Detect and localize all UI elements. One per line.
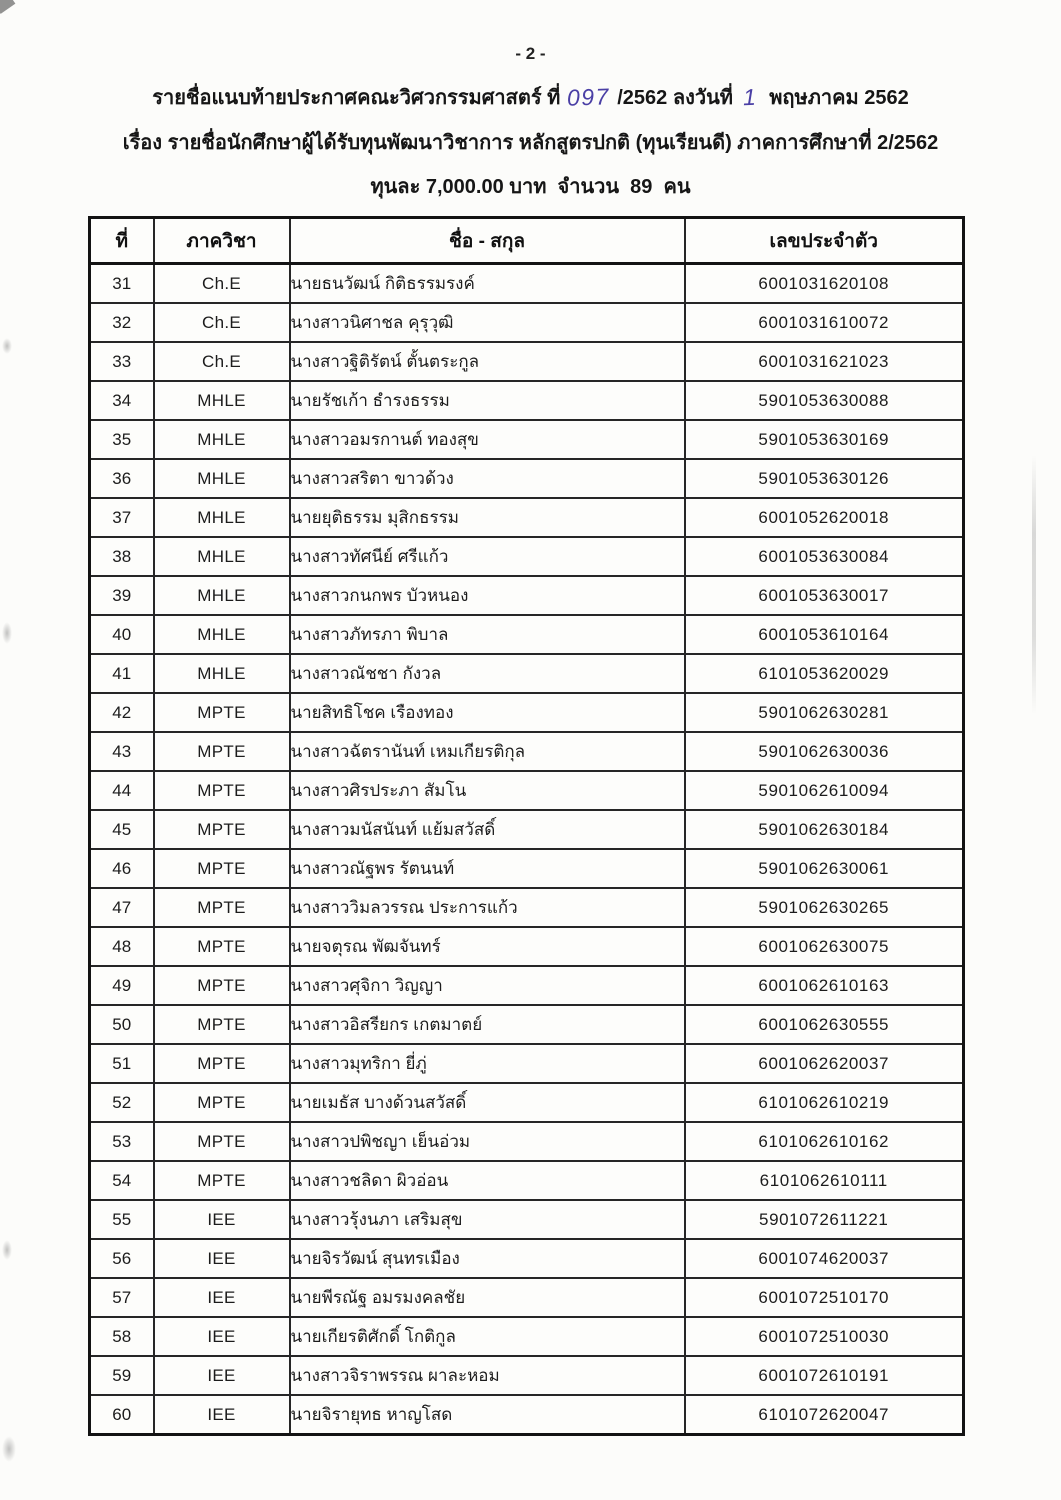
student-id-cell: 6101072620047: [685, 1395, 964, 1435]
student-id-cell: 5901053630088: [685, 381, 964, 420]
department-cell: MPTE: [154, 732, 290, 771]
handwritten-day: 1: [742, 83, 758, 111]
row-number-cell: 44: [90, 771, 154, 810]
department-cell: IEE: [154, 1317, 290, 1356]
student-id-cell: 6101062610111: [685, 1161, 964, 1200]
department-cell: IEE: [154, 1278, 290, 1317]
col-header-no: ที่: [90, 218, 154, 264]
student-name-cell: นายยุติธรรม มุสิกธรรม: [290, 498, 685, 537]
table-row: [90, 381, 964, 420]
table-row: [90, 615, 964, 654]
department-cell: MHLE: [154, 615, 290, 654]
student-id-cell: 5901053630126: [685, 459, 964, 498]
doc-title-suffix: พฤษภาคม 2562: [769, 87, 909, 109]
table-row: [90, 966, 964, 1005]
student-name-cell: นางสาวปพิชญา เย็นอ่วม: [290, 1122, 685, 1161]
table-row: [90, 654, 964, 693]
student-name-cell: นางสาวมนัสนันท์ แย้มสวัสดิ์: [290, 810, 685, 849]
department-cell: MPTE: [154, 888, 290, 927]
doc-scholarship-line: ทุนละ 7,000.00 บาท จำนวน 89 คน: [370, 176, 691, 199]
department-cell: IEE: [154, 1239, 290, 1278]
row-number-cell: 38: [90, 537, 154, 576]
department-cell: MPTE: [154, 927, 290, 966]
table-row: [90, 927, 964, 966]
student-id-cell: 6001074620037: [685, 1239, 964, 1278]
department-cell: MPTE: [154, 1005, 290, 1044]
student-id-cell: 5901062610094: [685, 771, 964, 810]
student-table-body: [90, 264, 964, 1435]
department-cell: MPTE: [154, 1122, 290, 1161]
scan-artifact-streak: [1032, 455, 1036, 715]
student-id-cell: 6001072610191: [685, 1356, 964, 1395]
row-number-cell: 40: [90, 615, 154, 654]
student-id-cell: 6001072510030: [685, 1317, 964, 1356]
student-id-cell: 6001062630075: [685, 927, 964, 966]
student-id-cell: 5901062630061: [685, 849, 964, 888]
table-row: [90, 693, 964, 732]
table-row: [90, 849, 964, 888]
row-number-cell: 45: [90, 810, 154, 849]
student-name-cell: นางสาวอิสรียกร เกตมาตย์: [290, 1005, 685, 1044]
row-number-cell: 52: [90, 1083, 154, 1122]
row-number-cell: 47: [90, 888, 154, 927]
department-cell: MHLE: [154, 459, 290, 498]
table-row: [90, 1200, 964, 1239]
department-cell: MPTE: [154, 966, 290, 1005]
student-id-cell: 6001053610164: [685, 615, 964, 654]
department-cell: MPTE: [154, 810, 290, 849]
table-row: [90, 732, 964, 771]
scan-artifact-smudge: [2, 338, 12, 354]
student-id-cell: 6101062610162: [685, 1122, 964, 1161]
department-cell: IEE: [154, 1395, 290, 1435]
table-row: [90, 264, 964, 304]
department-cell: MHLE: [154, 420, 290, 459]
table-row: [90, 888, 964, 927]
student-name-cell: นายเกียรติศักดิ์ โกติกูล: [290, 1317, 685, 1356]
student-name-cell: นางสาวณัฐพร รัตนนท์: [290, 849, 685, 888]
row-number-cell: 42: [90, 693, 154, 732]
student-name-cell: นางสาววิมลวรรณ ประการแก้ว: [290, 888, 685, 927]
department-cell: MHLE: [154, 498, 290, 537]
row-number-cell: 32: [90, 303, 154, 342]
student-id-cell: 6001062610163: [685, 966, 964, 1005]
table-row: [90, 342, 964, 381]
row-number-cell: 57: [90, 1278, 154, 1317]
row-number-cell: 51: [90, 1044, 154, 1083]
student-id-cell: 5901062630281: [685, 693, 964, 732]
table-row: [90, 1395, 964, 1435]
row-number-cell: 33: [90, 342, 154, 381]
student-id-cell: 5901062630184: [685, 810, 964, 849]
col-header-department: ภาควิชา: [154, 218, 290, 264]
table-header-row: [90, 218, 964, 264]
row-number-cell: 41: [90, 654, 154, 693]
row-number-cell: 54: [90, 1161, 154, 1200]
student-id-cell: 6101062610219: [685, 1083, 964, 1122]
student-name-cell: นายพีรณัฐ อมรมงคลชัย: [290, 1278, 685, 1317]
scan-artifact-smudge: [2, 622, 12, 644]
row-number-cell: 34: [90, 381, 154, 420]
doc-title-prefix: รายชื่อแนบท้ายประกาศคณะวิศวกรรมศาสตร์ ที่: [152, 87, 561, 109]
doc-title-line: [0, 81, 1061, 112]
table-row: [90, 459, 964, 498]
row-number-cell: 59: [90, 1356, 154, 1395]
handwritten-doc-number: 097: [566, 83, 611, 111]
student-id-cell: 6001052620018: [685, 498, 964, 537]
row-number-cell: 55: [90, 1200, 154, 1239]
student-name-cell: นางสาวณัชชา กังวล: [290, 654, 685, 693]
student-name-cell: นางสาวนิศาชล คุรุวุฒิ: [290, 303, 685, 342]
student-id-cell: 5901062630265: [685, 888, 964, 927]
student-name-cell: นางสาวจิราพรรณ ผาละหอม: [290, 1356, 685, 1395]
students-table: [88, 216, 965, 1436]
student-id-cell: 5901053630169: [685, 420, 964, 459]
student-name-cell: นายจิรายุทธ หาญโสด: [290, 1395, 685, 1435]
table-row: [90, 420, 964, 459]
department-cell: MPTE: [154, 849, 290, 888]
student-name-cell: นางสาวศิรประภา สัมโน: [290, 771, 685, 810]
col-header-name: ชื่อ - สกุล: [290, 218, 685, 264]
table-row: [90, 1356, 964, 1395]
department-cell: MHLE: [154, 576, 290, 615]
student-name-cell: นางสาวมุทริกา ยี่ภู่: [290, 1044, 685, 1083]
student-name-cell: นางสาวกนกพร บัวหนอง: [290, 576, 685, 615]
department-cell: MPTE: [154, 1161, 290, 1200]
row-number-cell: 35: [90, 420, 154, 459]
student-id-cell: 6001053630084: [685, 537, 964, 576]
row-number-cell: 56: [90, 1239, 154, 1278]
table-row: [90, 810, 964, 849]
student-id-cell: 6001062630555: [685, 1005, 964, 1044]
student-id-cell: 6001031621023: [685, 342, 964, 381]
table-row: [90, 1278, 964, 1317]
student-name-cell: นายธนวัฒน์ กิติธรรมรงค์: [290, 264, 685, 304]
department-cell: Ch.E: [154, 303, 290, 342]
row-number-cell: 48: [90, 927, 154, 966]
student-name-cell: นางสาวทัศนีย์ ศรีแก้ว: [290, 537, 685, 576]
student-id-cell: 6001031620108: [685, 264, 964, 304]
student-name-cell: นางสาวฐิติรัตน์ ตั้นตระกูล: [290, 342, 685, 381]
student-name-cell: นายจตุรณ พัฒจันทร์: [290, 927, 685, 966]
student-name-cell: นางสาวอมรกานต์ ทองสุข: [290, 420, 685, 459]
department-cell: IEE: [154, 1356, 290, 1395]
table-row: [90, 303, 964, 342]
col-header-id: เลขประจำตัว: [685, 218, 964, 264]
row-number-cell: 58: [90, 1317, 154, 1356]
student-id-cell: 5901072611221: [685, 1200, 964, 1239]
department-cell: Ch.E: [154, 342, 290, 381]
student-name-cell: นางสาวชลิดา ผิวอ่อน: [290, 1161, 685, 1200]
table-row: [90, 1122, 964, 1161]
department-cell: MPTE: [154, 1083, 290, 1122]
row-number-cell: 50: [90, 1005, 154, 1044]
student-name-cell: นายสิทธิโชค เรืองทอง: [290, 693, 685, 732]
table-row: [90, 1005, 964, 1044]
student-name-cell: นางสาวภัทรภา พิบาล: [290, 615, 685, 654]
student-name-cell: นายเมธัส บางด้วนสวัสดิ์: [290, 1083, 685, 1122]
row-number-cell: 39: [90, 576, 154, 615]
row-number-cell: 60: [90, 1395, 154, 1435]
scan-artifact-smudge: [2, 1436, 16, 1462]
department-cell: MHLE: [154, 381, 290, 420]
row-number-cell: 49: [90, 966, 154, 1005]
department-cell: MHLE: [154, 654, 290, 693]
department-cell: IEE: [154, 1200, 290, 1239]
department-cell: MPTE: [154, 771, 290, 810]
row-number-cell: 53: [90, 1122, 154, 1161]
table-row: [90, 1239, 964, 1278]
table-row: [90, 771, 964, 810]
department-cell: MHLE: [154, 537, 290, 576]
student-name-cell: นายจิรวัฒน์ สุนทรเมือง: [290, 1239, 685, 1278]
page-number: - 2 -: [515, 44, 546, 63]
student-name-cell: นางสาวศุจิกา วิญญา: [290, 966, 685, 1005]
department-cell: MPTE: [154, 1044, 290, 1083]
row-number-cell: 36: [90, 459, 154, 498]
table-row: [90, 537, 964, 576]
scan-artifact-smudge: [2, 1240, 12, 1260]
table-row: [90, 1044, 964, 1083]
student-id-cell: 6101053620029: [685, 654, 964, 693]
student-id-cell: 6001072510170: [685, 1278, 964, 1317]
student-id-cell: 6001031610072: [685, 303, 964, 342]
student-name-cell: นางสาวรุ้งนภา เสริมสุข: [290, 1200, 685, 1239]
student-id-cell: 6001062620037: [685, 1044, 964, 1083]
department-cell: MPTE: [154, 693, 290, 732]
table-row: [90, 576, 964, 615]
row-number-cell: 43: [90, 732, 154, 771]
student-id-cell: 6001053630017: [685, 576, 964, 615]
doc-subject-line: เรื่อง รายชื่อนักศึกษาผู้ได้รับทุนพัฒนาวิชาการ หลักสูตรปกติ (ทุนเรียนดี) ภาคการศึกษาที่ 2/2562: [122, 132, 939, 155]
doc-title-mid: /2562 ลงวันที่: [617, 87, 733, 109]
table-row: [90, 1083, 964, 1122]
row-number-cell: 37: [90, 498, 154, 537]
department-cell: Ch.E: [154, 264, 290, 304]
table-row: [90, 1317, 964, 1356]
table-row: [90, 1161, 964, 1200]
row-number-cell: 31: [90, 264, 154, 304]
student-name-cell: นายรัชเก้า ธำรงธรรม: [290, 381, 685, 420]
student-id-cell: 5901062630036: [685, 732, 964, 771]
student-name-cell: นางสาวฉัตรานันท์ เหมเกียรติกุล: [290, 732, 685, 771]
student-name-cell: นางสาวสริตา ขาวด้วง: [290, 459, 685, 498]
table-row: [90, 498, 964, 537]
row-number-cell: 46: [90, 849, 154, 888]
